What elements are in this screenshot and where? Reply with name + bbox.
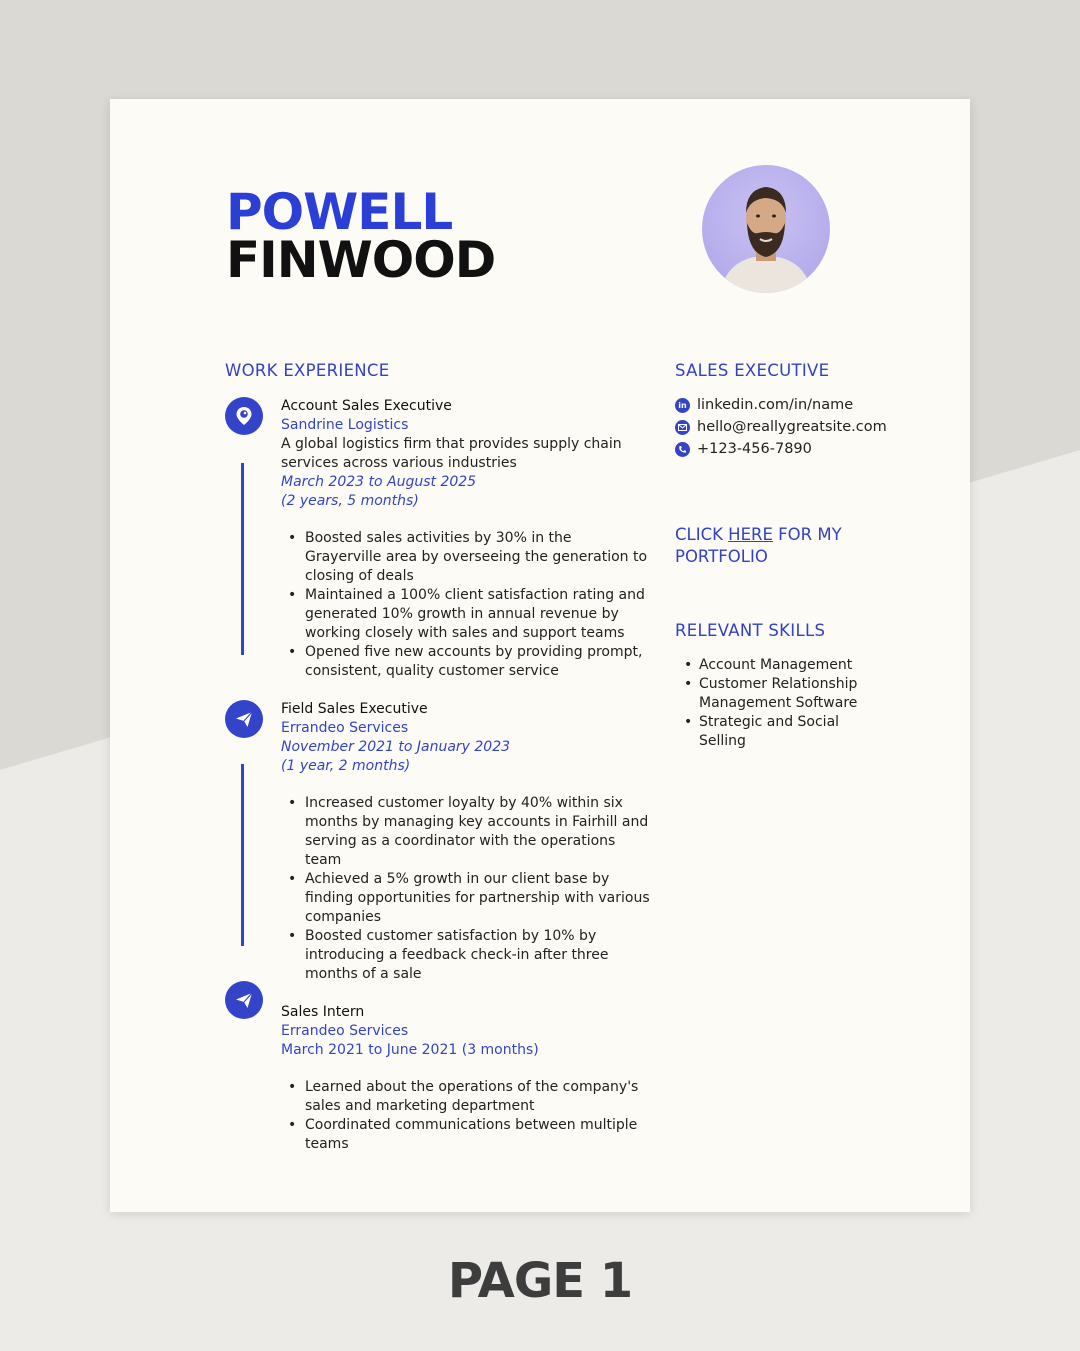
job-title: Field Sales Executive: [281, 701, 428, 717]
last-name: FINWOOD: [226, 231, 496, 289]
contact-list: [675, 394, 887, 460]
job-bullets: [281, 529, 651, 681]
list-item: • Boosted sales activities by 30% in the Grayerville area by overseeing the generation to closing of deals: [281, 529, 651, 586]
timeline-line: [241, 463, 244, 655]
paper-plane-icon: [225, 700, 263, 738]
phone-icon: [675, 442, 690, 457]
job-bullets: [281, 1078, 651, 1154]
mail-icon: [675, 420, 690, 435]
list-item: • Coordinated communications between multiple teams: [281, 1116, 651, 1154]
job-dates: March 2023 to August 2025: [281, 474, 477, 490]
job-duration: (1 year, 2 months): [281, 758, 411, 774]
email-contact[interactable]: [675, 416, 887, 438]
list-item: • Boosted customer satisfaction by 10% by introducing a feedback check-in after three months of a sale: [281, 927, 651, 984]
person-portrait-icon: [702, 165, 830, 293]
portfolio-text-before: CLICK: [675, 525, 729, 544]
company-name: Sandrine Logistics: [281, 417, 409, 433]
work-experience-heading: WORK EXPERIENCE: [225, 361, 390, 380]
paper-plane-icon: [225, 981, 263, 1019]
company-name: Errandeo Services: [281, 720, 409, 736]
list-item: • Maintained a 100% client satisfaction rating and generated 10% growth in annual revenue by working closely with sales and support teams: [281, 586, 651, 643]
timeline-line: [241, 764, 244, 946]
first-name: POWELL: [226, 183, 453, 241]
portfolio-text-after: FOR MY PORTFOLIO: [675, 525, 842, 566]
list-item: • Increased customer loyalty by 40% within six months by managing key accounts in Fairhill and serving as a coordinator with the operations team: [281, 794, 651, 870]
job-duration: (2 years, 5 months): [281, 493, 419, 509]
phone-text: +123-456-7890: [697, 441, 812, 457]
list-item: • Customer Relationship Management Software: [682, 675, 872, 713]
job-entry: [281, 397, 651, 681]
company-name: Errandeo Services: [281, 1023, 409, 1039]
portfolio-callout: [675, 524, 875, 568]
job-entry: [281, 1003, 651, 1154]
resume-page: [110, 99, 970, 1212]
phone-contact[interactable]: [675, 438, 887, 460]
company-description: A global logistics firm that provides supply chain services across various industries: [281, 436, 622, 471]
job-title: Sales Intern: [281, 1004, 365, 1020]
list-item: • Achieved a 5% growth in our client base by finding opportunities for partnership with various companies: [281, 870, 651, 927]
linkedin-contact[interactable]: [675, 394, 887, 416]
linkedin-icon: in: [675, 398, 690, 413]
job-entry: [281, 700, 651, 984]
portfolio-link[interactable]: HERE: [728, 525, 773, 544]
linkedin-text: linkedin.com/in/name: [697, 397, 854, 413]
relevant-skills-heading: RELEVANT SKILLS: [675, 621, 826, 640]
sales-executive-heading: SALES EXECUTIVE: [675, 361, 830, 380]
list-item: • Opened five new accounts by providing prompt, consistent, quality customer service: [281, 643, 651, 681]
list-item: • Account Management: [682, 656, 872, 675]
email-text: hello@reallygreatsite.com: [697, 419, 887, 435]
list-item: • Strategic and Social Selling: [682, 713, 872, 751]
job-dates: March 2021 to June 2021 (3 months): [281, 1042, 539, 1058]
location-pin-icon: [225, 397, 263, 435]
job-bullets: [281, 794, 651, 984]
page-label: PAGE 1: [447, 1253, 633, 1309]
list-item: • Learned about the operations of the company's sales and marketing department: [281, 1078, 651, 1116]
job-dates: November 2021 to January 2023: [281, 739, 511, 755]
skills-list: [682, 656, 872, 751]
profile-photo: [702, 165, 830, 293]
job-title: Account Sales Executive: [281, 398, 452, 414]
